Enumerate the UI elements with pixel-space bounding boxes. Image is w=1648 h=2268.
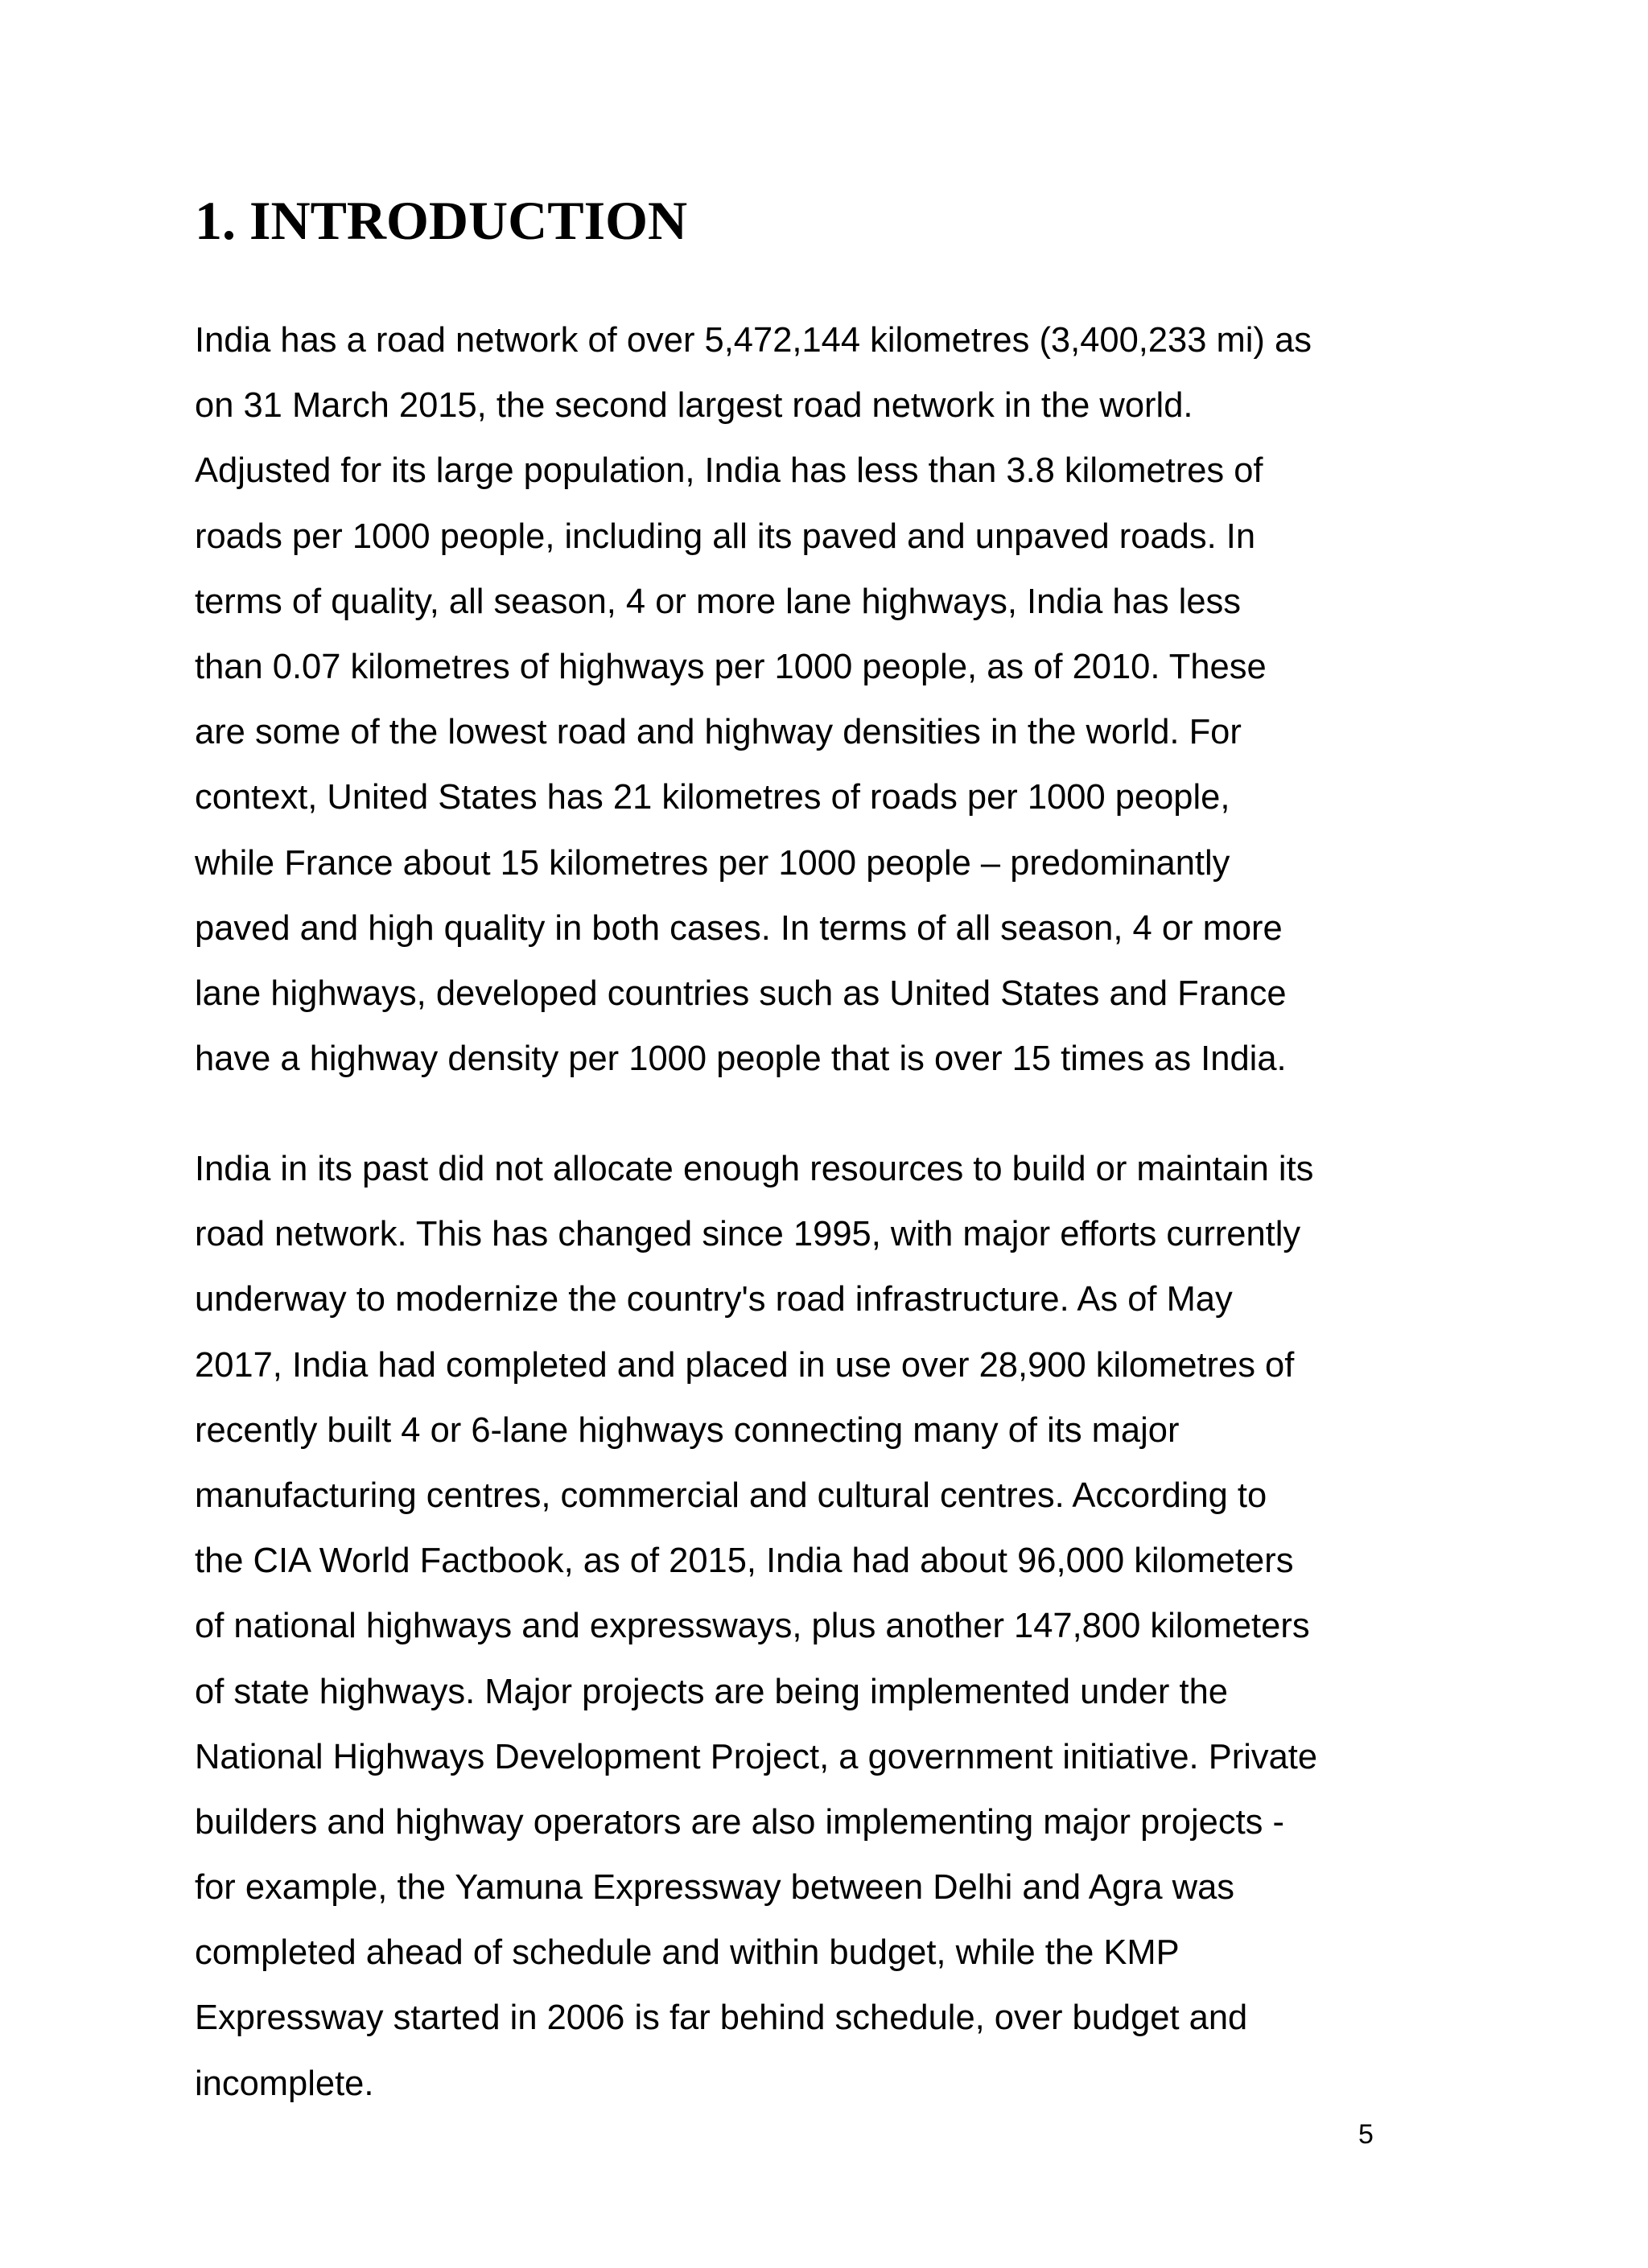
paragraph-line: recently built 4 or 6-lane highways connecting many of its major [195,1410,1180,1450]
paragraph-line: builders and highway operators are also implementing major projects - [195,1802,1285,1842]
paragraph-line: Expressway started in 2006 is far behind schedule, over budget and [195,1998,1248,2038]
paragraph-2 [195,1137,1317,2117]
paragraph-line: on 31 March 2015, the second largest road network in the world. [195,386,1193,426]
paragraph-line: road network. This has changed since 1995, with major efforts currently [195,1215,1301,1254]
paragraph-line: manufacturing centres, commercial and cultural centres. According to [195,1476,1267,1515]
paragraph-line: incomplete. [195,2064,374,2103]
paragraph-line: paved and high quality in both cases. In terms of all season, 4 or more [195,908,1283,948]
paragraph-line: while France about 15 kilometres per 1000 people – predominantly [195,843,1230,883]
paragraph-line: India has a road network of over 5,472,144 kilometres (3,400,233 mi) as [195,321,1312,360]
paragraph-line: roads per 1000 people, including all its paved and unpaved roads. In [195,517,1256,556]
paragraph-line: of national highways and expressways, plus another 147,800 kilometers [195,1607,1310,1646]
paragraph-line: National Highways Development Project, a government initiative. Private [195,1737,1318,1776]
paragraph-line: for example, the Yamuna Expressway between Delhi and Agra was [195,1868,1235,1908]
section-heading: 1. INTRODUCTION [195,190,688,251]
paragraph-line: India in its past did not allocate enough resources to build or maintain its [195,1150,1314,1188]
paragraph-line: 2017, India had completed and placed in use over 28,900 kilometres of [195,1345,1295,1385]
paragraph-line: underway to modernize the country's road infrastructure. As of May [195,1280,1233,1319]
page-number: 5 [1358,2119,1374,2150]
paragraph-line: the CIA World Factbook, as of 2015, India had about 96,000 kilometers [195,1541,1294,1581]
paragraph-line: of state highways. Major projects are being implemented under the [195,1672,1228,1711]
paragraph-line: lane highways, developed countries such as United States and France [195,973,1287,1013]
paragraph-line: context, United States has 21 kilometres of roads per 1000 people, [195,778,1230,817]
paragraph-line: terms of quality, all season, 4 or more lane highways, India has less [195,582,1242,621]
paragraph-line: are some of the lowest road and highway densities in the world. For [195,713,1242,752]
paragraph-line: than 0.07 kilometres of highways per 1000 people, as of 2010. These [195,647,1267,686]
paragraph-line: completed ahead of schedule and within budget, while the KMP [195,1933,1180,1973]
paragraph-1 [195,308,1312,1092]
paragraph-line: have a highway density per 1000 people that is over 15 times as India. [195,1039,1287,1079]
paragraph-line: Adjusted for its large population, India has less than 3.8 kilometres of [195,451,1263,491]
